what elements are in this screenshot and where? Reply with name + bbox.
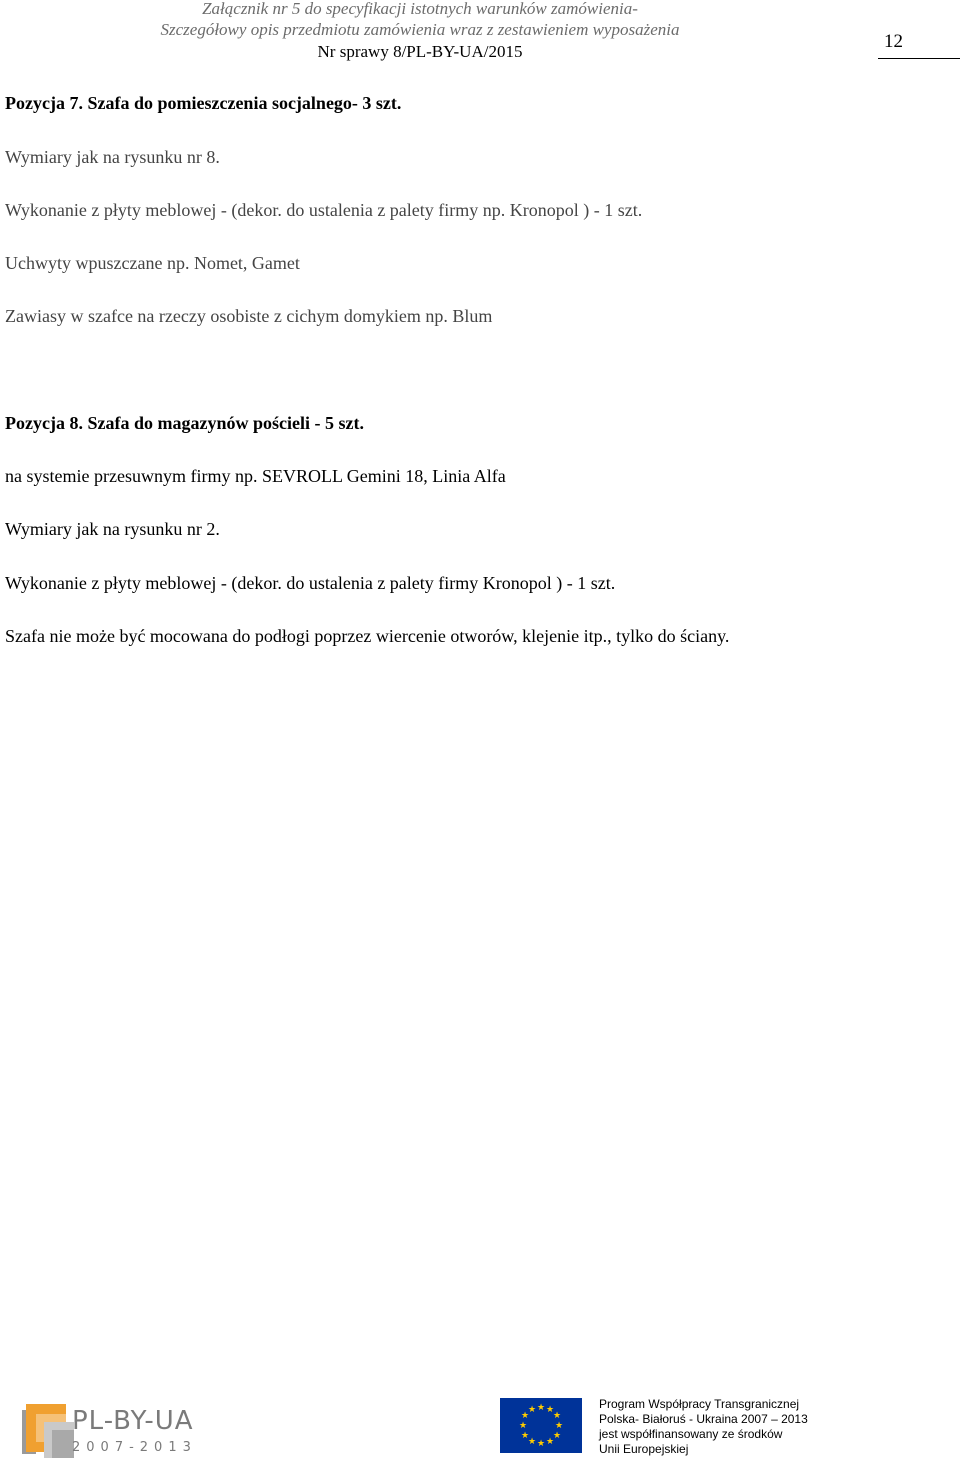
svg-text:★: ★ [527,1437,537,1447]
svg-text:★: ★ [520,1431,530,1441]
svg-text:★: ★ [545,1405,555,1415]
section-8-title: Pozycja 8. Szafa do magazynów pościeli - 5 szt. [5,413,364,433]
section-7-title: Pozycja 7. Szafa do pomieszczenia socjalnego- 3 szt. [5,93,402,113]
svg-text:★: ★ [536,1439,546,1449]
logo-years: 2007-2013 [72,1440,197,1455]
section-7-line: Uchwyty wpuszczane np. Nomet, Gamet [5,253,300,273]
header-attachment-title: Załącznik nr 5 do specyfikacji istotnych warunków zamówienia- [202,0,638,18]
logo-name: PL-BY-UA [72,1406,194,1436]
program-line: Unii Europejskiej [599,1442,689,1456]
section-7-line: Zawiasy w szafce na rzeczy osobiste z cichym domykiem np. Blum [5,306,493,326]
section-8-line: Wymiary jak na rysunku nr 2. [5,519,220,539]
section-8-line: Szafa nie może być mocowana do podłogi poprzez wiercenie otworów, klejenie itp., tylko do ściany. [5,626,730,646]
svg-text:★: ★ [554,1421,564,1431]
section-8-line: na systemie przesuwnym firmy np. SEVROLL Gemini 18, Linia Alfa [5,466,506,486]
page-number: 12 [884,31,903,52]
svg-text:★: ★ [536,1403,546,1413]
program-line: Polska- Białoruś - Ukraina 2007 – 2013 [599,1412,808,1426]
svg-text:★: ★ [518,1421,528,1431]
header-description: Szczegółowy opis przedmiotu zamówienia wraz z zestawieniem wyposażenia [160,20,680,39]
header-case-number: Nr sprawy 8/PL-BY-UA/2015 [317,42,523,61]
section-7-line: Wymiary jak na rysunku nr 8. [5,147,220,167]
eu-flag-icon [500,1398,582,1453]
svg-text:★: ★ [527,1405,537,1415]
svg-text:★: ★ [552,1431,562,1441]
page-number-underline [878,58,960,59]
svg-text:★: ★ [552,1411,562,1421]
program-info [599,1397,808,1457]
section-8-line: Wykonanie z płyty meblowej - (dekor. do ustalenia z palety firmy Kronopol ) - 1 szt. [5,573,616,593]
section-7-line: Wykonanie z płyty meblowej - (dekor. do ustalenia z palety firmy np. Kronopol ) - 1 szt. [5,200,643,220]
svg-text:★: ★ [520,1411,530,1421]
program-line: jest współfinansowany ze środków [599,1427,783,1441]
svg-text:★: ★ [545,1437,555,1447]
program-line: Program Współpracy Transgranicznej [599,1397,800,1411]
